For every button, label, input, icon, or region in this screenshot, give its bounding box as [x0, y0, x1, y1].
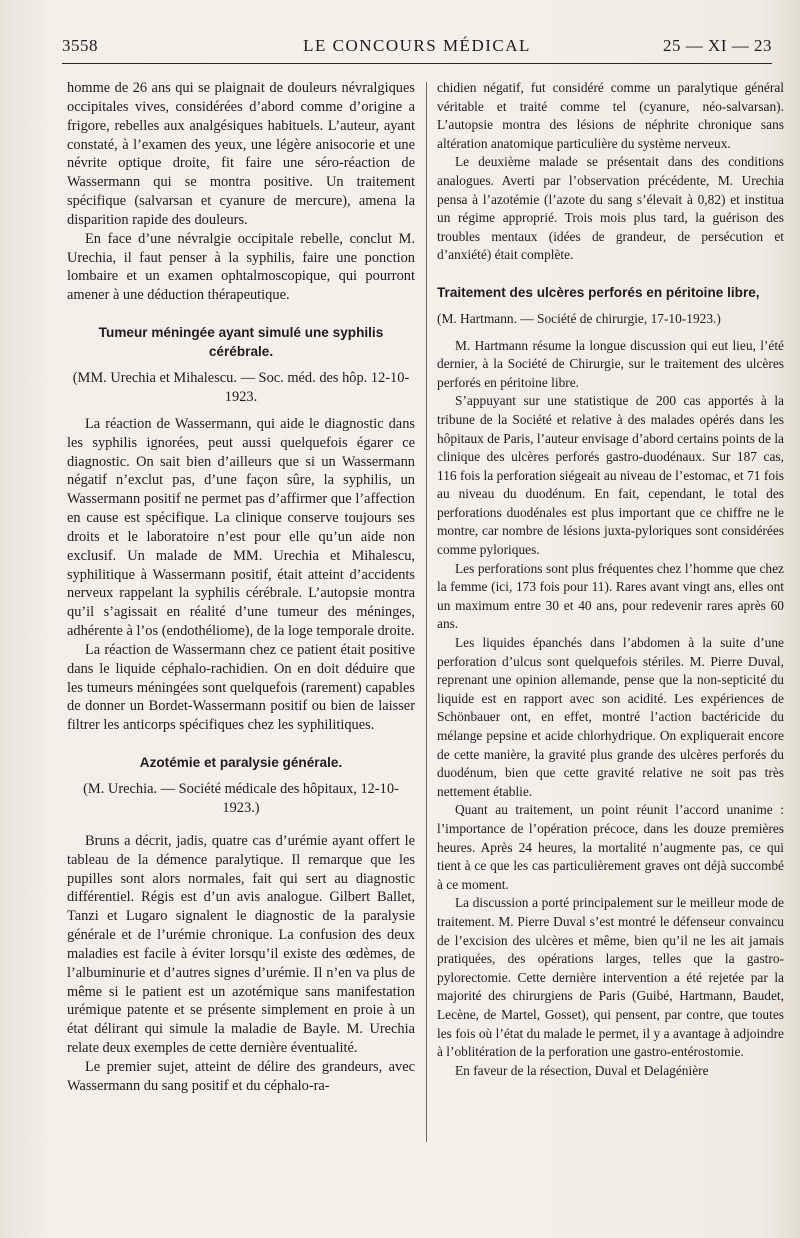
- spacer: [437, 265, 784, 283]
- running-head: [62, 36, 772, 62]
- section-title: Azotémie et paralysie générale.: [139, 755, 343, 771]
- section-reference: (M. Hartmann. — Société de chirurgie, 17-10-1923.): [437, 310, 721, 326]
- paragraph: Les liquides épanchés dans l’abdomen à la suite d’une perforation d’ulcus sont quelquefois stériles. M. Pierre Duval, reprenant une opinion allemande, pense que la non-septicité du liquide est en rapport avec son acidité. Les expériences de Schönbauer ont, en effet, montré l’action bactéricide du mélange pepsine et acide chlorhydrique. On expliquerait encore de cette manière, la gravité plus grande des ulcères perforés du duodénum, bien que cette gravité relative ne soit pas très nettement établie.: [437, 635, 784, 799]
- paragraph: M. Hartmann résume la longue discussion qui eut lieu, l’été dernier, à la Société de Chirurgie, sur le traitement des ulcères perforés en péritoine libre.: [437, 337, 784, 390]
- paragraph: Le deuxième malade se présentait dans des conditions analogues. Averti par l’observation précédente, M. Urechia pensa à l’azotémie (l’azote du sang s’élevait à 0,82) et institua un régime approprié. Trois mois plus tard, la guérison des troubles mentaux (idées de grandeur, de persécution et d’anxiété) était complète.: [437, 154, 784, 263]
- page-number: 3558: [62, 36, 98, 55]
- spacer: [67, 818, 415, 832]
- paragraph: Le premier sujet, atteint de délire des grandeurs, avec Wassermann du sang positif et du céphalo-ra-: [67, 1058, 415, 1094]
- section-title: Tumeur méningée ayant simulé une syphilis cérébrale.: [98, 325, 384, 360]
- section-title: Traitement des ulcères perforés en péritoine libre,: [437, 284, 760, 300]
- paragraph: La réaction de Wassermann, qui aide le diagnostic dans les syphilis ignorées, peut aussi quelquefois égarer ce diagnostic. On sait bien d’ailleurs que si un Wassermann négatif n’exclut pas, d’une façon sûre, la syphilis, un Wassermann positif ne permet pas d’affirmer que l’affection en cause est spécifique. La clinique conserve toujours ses droits et le laboratoire n’est pour elle qu’un aide non exclusif. Un malade de MM. Urechia et Mihalescu, syphilitique à Wassermann positif, était atteint d’accidents nerveux rappelant la syphilis cérébrale. L’autopsie montra qu’il s’agissait en réalité d’une tumeur des méninges, adhérente à l’os (endothéliome), de la loge temporale droite.: [67, 415, 415, 640]
- paragraph: S’appuyant sur une statistique de 200 cas apportés à la tribune de la Société et relative à des malades opérés dans les hôpitaux de Paris, l’auteur envisage d’abord certains points de la clinique des ulcères perforés gastro-duodénaux. Sur 187 cas, 116 fois la perforation siégeait au niveau de l’estomac, et 71 fois au niveau du duodénum. En fait, cependant, le total des perforations duodénales est plus important que ce chiffre ne le montre, car nombre de lésions juxta-pyloriques sont considérées comme pyloriques.: [437, 393, 784, 558]
- spacer: [437, 302, 784, 310]
- header-rule: [62, 63, 772, 64]
- spacer: [67, 361, 415, 369]
- paragraph: Bruns a décrit, jadis, quatre cas d’urémie ayant offert le tableau de la démence paralytique. Il remarque que les pupilles sont alors normales, fait qui sert au diagnostic différentiel. Régis est d’un avis analogue. Gilbert Ballet, Tanzi et Lugaro signalent le diagnostic de la paralysie générale et de l’urémie chronique. La confusion des deux maladies est facile à éviter lorsqu’il existe des œdèmes, de l’albuminurie et d’autres signes d’urémie. Il n’en va plus de même si le patient est un azotémique sans manifestation urémique patente et se présente simplement en proie à un état délirant qui simule la maladie de Bayle. M. Urechia relate deux exemples de cette dernière éventualité.: [67, 832, 415, 1057]
- spacer: [67, 407, 415, 415]
- paragraph: chidien négatif, fut considéré comme un paralytique général véritable et traité comme tel (cyanure, néo-salvarsan). L’autopsie montra des lésions de néphrite chronique sans altération anatomique particulière du système nerveux.: [437, 80, 784, 151]
- spacer: [437, 329, 784, 337]
- spacer: [67, 735, 415, 753]
- paragraph: La discussion a porté principalement sur le meilleur mode de traitement. M. Pierre Duval s’est montré le défenseur convaincu de l’excision des ulcères et même, bien qu’il ne les ait jamais pratiquées, des opérations larges, telles que la gastro-pylorectomie. Cette dernière intervention a été rejetée par la majorité des chirurgiens de Paris (Guibé, Hartmann, Baudet, Lecène, de Martel, Gosset), qui pensent, par contre, que toutes les fois où l’état du malade le permet, il y a avantage à adjoindre à l’oblitération de la perforation une gastro-entérostomie.: [437, 895, 784, 1060]
- left-column: [67, 79, 415, 1096]
- section-reference: (MM. Urechia et Mihalescu. — Soc. méd. des hôp. 12-10-1923.: [72, 370, 410, 405]
- spacer: [67, 305, 415, 323]
- journal-title: LE CONCOURS MÉDICAL: [303, 36, 531, 55]
- paragraph: Quant au traitement, un point réunit l’accord unanime : l’importance de l’opération précoce, dans les douze premières heures. Après 24 heures, la mortalité n’augmente pas, ce qui tient à ce que les cas particulièrement graves ont déjà succombé à ce moment.: [437, 802, 784, 892]
- paragraph: En face d’une névralgie occipitale rebelle, conclut M. Urechia, il faut penser à la syphilis, faire une ponction lombaire et un examen ophtalmoscopique, qui pourront amener à une déduction thérapeutique.: [67, 230, 415, 304]
- spacer: [67, 772, 415, 780]
- right-column: [437, 79, 784, 1080]
- section-reference: (M. Urechia. — Société médicale des hôpitaux, 12-10-1923.): [83, 781, 399, 816]
- paragraph: La réaction de Wassermann chez ce patient était positive dans le liquide céphalo-rachidien. On en doit déduire que les tumeurs méningées sont quelquefois (rarement) capables de donner un Bordet-Wassermann positif ou bien de laisser filtrer les anticorps spécifiques chez les syphilitiques.: [67, 641, 415, 734]
- paragraph: En faveur de la résection, Duval et Delagénière: [455, 1062, 709, 1078]
- paragraph: Les perforations sont plus fréquentes chez l’homme que chez la femme (ici, 173 fois pour 11). Rares avant vingt ans, elles ont un maximum entre 30 et 40 ans, pour redevenir rares après 60 ans.: [437, 560, 784, 632]
- column-divider: [426, 82, 427, 1142]
- paragraph: homme de 26 ans qui se plaignait de douleurs névralgiques occipitales vives, considérées d’abord comme d’origine a frigore, rebelles aux analgésiques habituels. L’auteur, ayant constaté, à l’examen des yeux, une légère anisocorie et une névrite optique droite, fit faire une séro-réaction de Wassermann qui se montra positive. Un traitement spécifique (salvarsan et cyanure de mercure), amena la disparition rapide des douleurs.: [67, 80, 415, 228]
- issue-date: 25 — XI — 23: [663, 36, 772, 55]
